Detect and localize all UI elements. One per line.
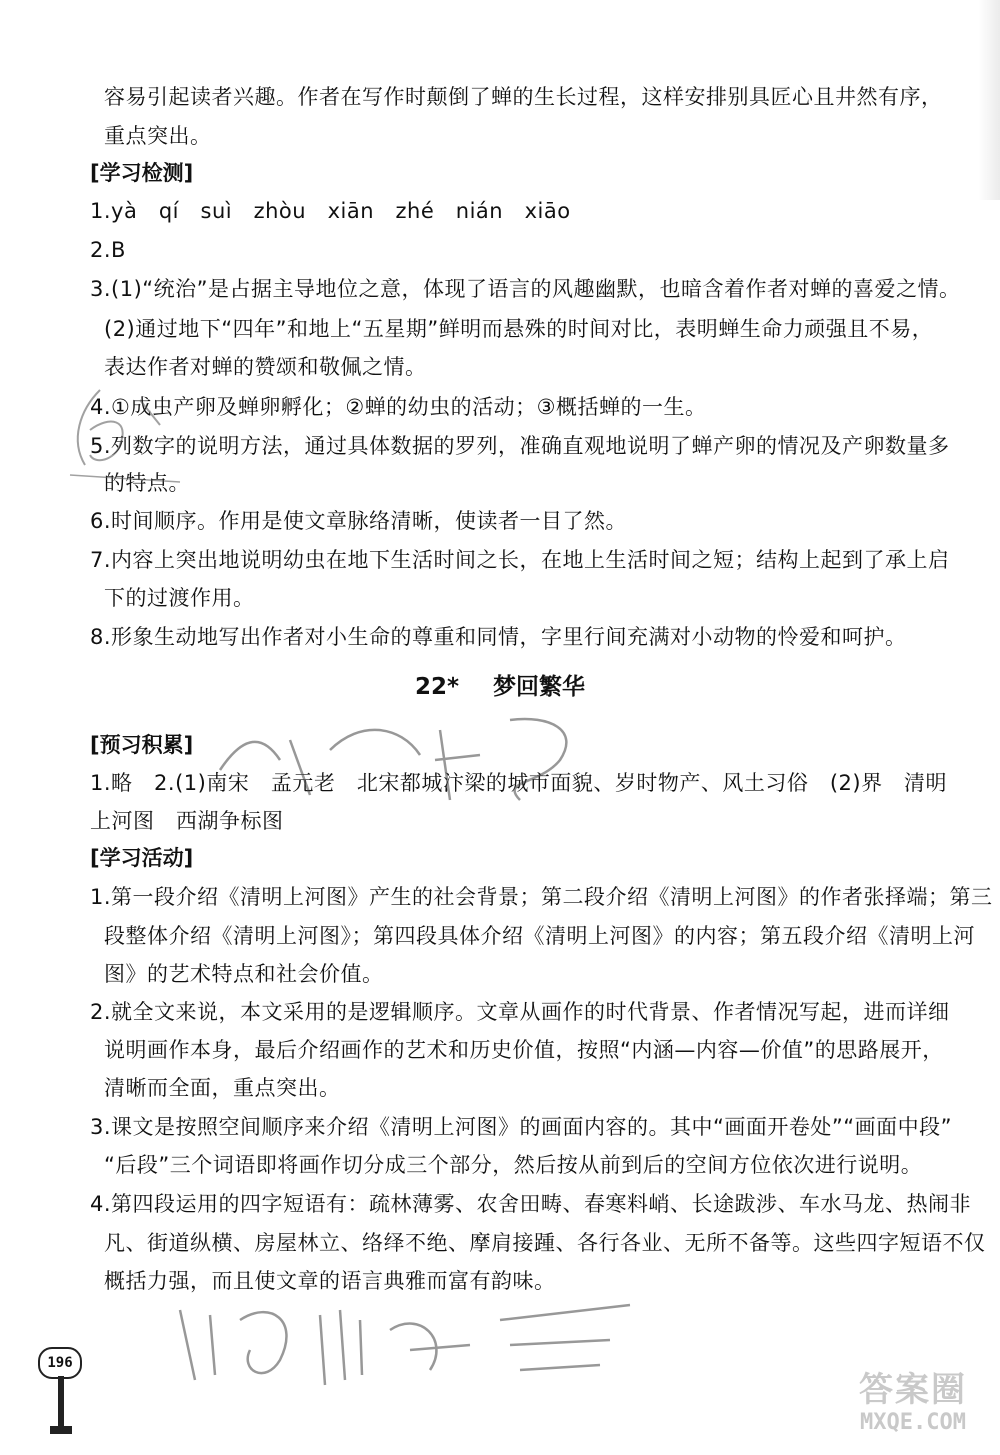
scan-edge-shadow: [978, 0, 1000, 200]
text-line: 表达作者对蝉的赞颂和敬佩之情。: [104, 355, 427, 379]
activity-answer-3: 3.课文是按照空间顺序来介绍《清明上河图》的画面内容的。其中“画面开卷处”“画面中段”: [90, 1115, 953, 1139]
section-heading-preview: [预习积累]: [90, 733, 194, 757]
text-line: 容易引起读者兴趣。作者在写作时颠倒了蝉的生长过程，这样安排别具匠心且井然有序，: [104, 85, 943, 109]
chapter-number: 22*: [414, 674, 460, 700]
answer-3-part1: 3.(1)“统治”是占据主导地位之意，体现了语言的风趣幽默，也暗含着作者对蝉的喜爱之情。: [90, 277, 961, 301]
answer-1-pinyin: 1.yà qí suì zhòu xiān zhé nián xiāo: [90, 199, 571, 223]
page-marker-icon: [48, 1376, 74, 1436]
text-line: 说明画作本身，最后介绍画作的艺术和历史价值，按照“内涵—内容—价值”的思路展开，: [104, 1038, 944, 1062]
answer-2: 2.B: [90, 238, 126, 262]
answer-4: 4.①成虫产卵及蝉卵孵化；②蝉的幼虫的活动；③概括蝉的一生。: [90, 395, 707, 419]
text-line: 清晰而全面，重点突出。: [104, 1076, 341, 1100]
answer-3-part2: (2)通过地下“四年”和地上“五星期”鲜明而悬殊的时间对比，表明蝉生命力顽强且不易，: [104, 317, 934, 341]
activity-answer-1: 1.第一段介绍《清明上河图》产生的社会背景；第二段介绍《清明上河图》的作者张择端；第三: [90, 885, 993, 909]
text-line: 上河图 西湖争标图: [90, 809, 284, 833]
pencil-scribble: [200, 700, 620, 820]
pencil-scribble: [60, 370, 190, 490]
chapter-title: [0, 672, 1000, 702]
text-line: “后段”三个词语即将画作切分成三个部分，然后按从前到后的空间方位依次进行说明。: [104, 1153, 923, 1177]
pencil-scribble: [170, 1290, 640, 1400]
text-line: 重点突出。: [104, 124, 212, 148]
answer-8: 8.形象生动地写出作者对小生命的尊重和同情，字里行间充满对小动物的怜爱和呵护。: [90, 625, 907, 649]
text-line: 段整体介绍《清明上河图》；第四段具体介绍《清明上河图》的内容；第五段介绍《清明上河: [104, 924, 975, 948]
watermark-logo-url: MXQE.COM: [860, 1410, 966, 1435]
answer-7: 7.内容上突出地说明幼虫在地下生活时间之长，在地上生活时间之短；结构上起到了承上启: [90, 548, 950, 572]
preview-answer-line: 1.略 2.(1)南宋 孟元老 北宋都城汴梁的城市面貌、岁时物产、风土习俗 (2)界 清明: [90, 771, 948, 795]
answer-6: 6.时间顺序。作用是使文章脉络清晰，使读者一目了然。: [90, 509, 628, 533]
text-line: 下的过渡作用。: [104, 586, 255, 610]
section-heading-activity: [学习活动]: [90, 846, 194, 870]
text-line: 凡、街道纵横、房屋林立、络绎不绝、摩肩接踵、各行各业、无所不备等。这些四字短语不仅: [104, 1231, 986, 1255]
section-heading-study-test: [学习检测]: [90, 161, 194, 185]
chapter-name: 梦回繁华: [493, 674, 586, 700]
watermark-logo-text: 答案圈: [859, 1370, 967, 1410]
text-line: 图》的艺术特点和社会价值。: [104, 962, 384, 986]
activity-answer-2: 2.就全文来说，本文采用的是逻辑顺序。文章从画作的时代背景、作者情况写起，进而详细: [90, 1000, 950, 1024]
text-line: 概括力强，而且使文章的语言典雅而富有韵味。: [104, 1269, 556, 1293]
page-number: 196: [38, 1347, 82, 1379]
activity-answer-4: 4.第四段运用的四字短语有：疏林薄雾、农舍田畴、春寒料峭、长途跋涉、车水马龙、热闹非: [90, 1192, 972, 1216]
answer-5: 5.列数字的说明方法，通过具体数据的罗列，准确直观地说明了蝉产卵的情况及产卵数量多: [90, 434, 950, 458]
text-line: 的特点。: [104, 471, 190, 495]
